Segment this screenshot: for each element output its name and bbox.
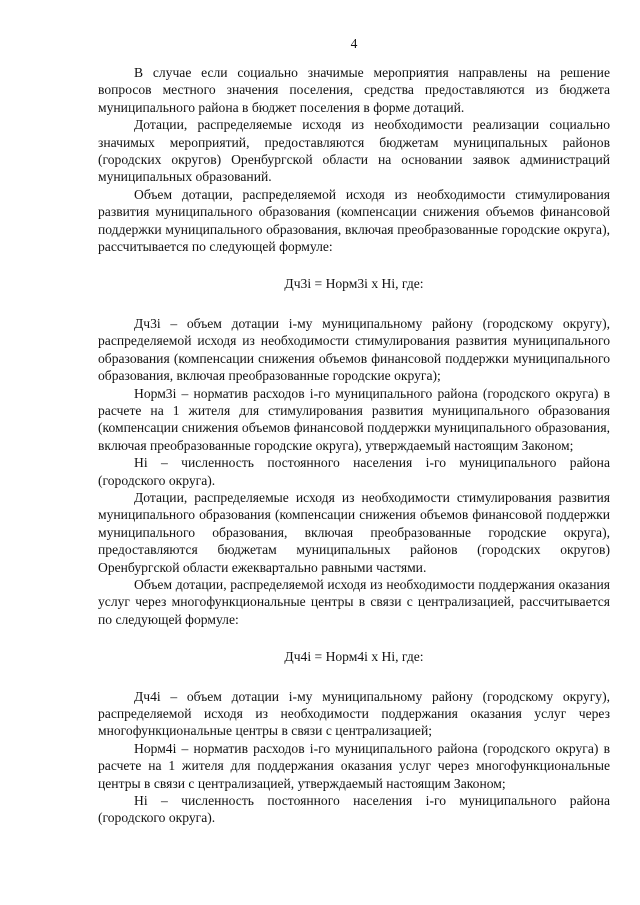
paragraph-10: Норм4i – норматив расходов i-го муниципального района (городского округа) в расчете на 1 жителя для поддержания оказания услуг через многофункциональные центры в связи с централизацией, утверждаемый настоящим Законом; <box>98 740 610 791</box>
paragraph-4: Дч3i – объем дотации i-му муниципальному району (городскому округу), распределяемой исходя из необходимости стимулирования развития муниципального образования (компенсации снижения объемов финансовой поддержки муниципального образования, включая преобразованные городские округа); <box>98 315 610 384</box>
paragraph-9: Дч4i – объем дотации i-му муниципальному району (городскому округу), распределяемой исходя из необходимости поддержания оказания услуг через многофункциональные центры в связи с централизацией; <box>98 688 610 739</box>
page-number: 4 <box>350 36 358 51</box>
paragraph-2: Дотации, распределяемые исходя из необходимости реализации социально значимых мероприятий, предоставляются бюджетам муниципальных районов (городских округов) Оренбургской области на основании заявок администраций муниципальных образований. <box>98 117 610 185</box>
paragraph-11: Hi – численность постоянного населения i-го муниципального района (городского округа). <box>98 793 610 826</box>
paragraph-6: Hi – численность постоянного населения i-го муниципального района (городского округа). <box>98 455 610 488</box>
formula-1: Дч3i = Норм3i x Hi, где: <box>284 276 424 292</box>
paragraph-5: Норм3i – норматив расходов i-го муниципального района (городского округа) в расчете на 1 жителя для стимулирования развития муниципального образования (компенсации снижения объемов финансовой поддержки муниципального образования, включая преобразованные городские округа), утверждаемый настоящим Законом; <box>98 385 610 453</box>
paragraph-8: Объем дотации, распределяемой исходя из необходимости поддержания оказания услуг через многофункциональные центры в связи с централизацией, рассчитывается по следующей формуле: <box>98 576 610 627</box>
paragraph-3: Объем дотации, распределяемой исходя из необходимости стимулирования развития муниципального образования (компенсации снижения объемов финансовой поддержки муниципального образования, включая преобразованные городские округа), рассчитывается по следующей формуле: <box>98 186 610 255</box>
paragraph-7: Дотации, распределяемые исходя из необходимости стимулирования развития муниципального образования (компенсации снижения объемов финансовой поддержки муниципального образования, включая преобразованные городские округа), предоставляются бюджетам муниципальных районов (городских округов) Оренбургской области ежеквартально равными частями. <box>98 489 610 575</box>
paragraph-1: В случае если социально значимые мероприятия направлены на решение вопросов местного значения поселения, средства предоставляются из бюджета муниципального района в бюджет поселения в форме дотаций. <box>98 65 610 115</box>
formula-2: Дч4i = Норм4i x Hi, где: <box>284 649 424 665</box>
